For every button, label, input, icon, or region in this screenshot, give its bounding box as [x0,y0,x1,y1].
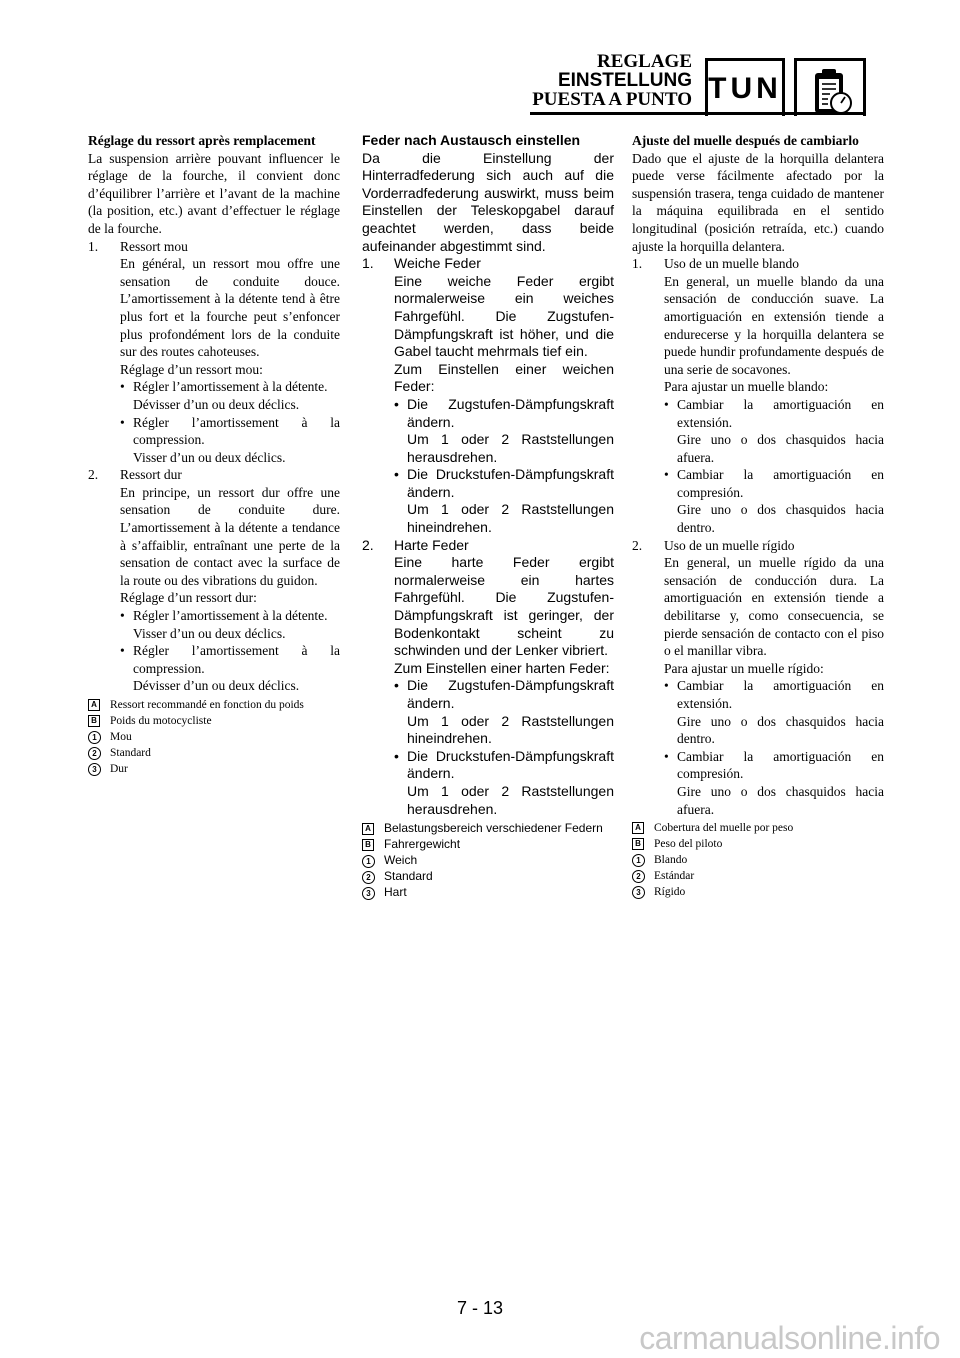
legend-text: Mou [110,731,132,743]
legend-key-circle: 3 [362,887,375,900]
spanish-item-hard [632,537,884,819]
bullet-item [664,466,884,536]
legend-key-circle: 1 [632,854,645,867]
item-heading: Weiche Feder [394,255,481,272]
bullet-item [120,414,340,467]
legend-item [632,852,884,868]
spanish-legend [632,820,884,900]
bullet-item [120,642,340,695]
legend-item [88,697,340,713]
legend-item [632,820,884,836]
item-subheading: Para ajustar un muelle blando: [664,379,829,395]
item-number: 1. [632,256,643,272]
spanish-title: Ajuste del muelle después de cambiarlo [632,133,859,148]
bullet-subtext: Um 1 oder 2 Raststellungen hineindrehen. [407,712,614,747]
german-legend [362,820,614,900]
item-heading: Uso de un muelle rígido [664,537,795,553]
legend-key-square: A [362,823,374,835]
bullet-text: • Régler l’amortissement à la compression. [133,643,340,676]
bullet-text: • Régler l’amortissement à la détente. [133,608,328,624]
item-subheading: Réglage d’un ressort mou: [120,361,263,377]
legend-item [632,884,884,900]
bullet-subtext: Um 1 oder 2 Raststellungen hineindrehen. [407,501,614,536]
bullet-item [394,396,614,466]
french-column [88,132,340,777]
legend-item [88,745,340,761]
bullet-item [664,677,884,747]
bullet-item [394,748,614,818]
legend-key-circle: 2 [632,870,645,883]
item-subheading: Zum Einstellen einer weichen Feder: [394,360,614,395]
french-title: Réglage du ressort après remplacement [88,133,316,148]
legend-key-circle: 2 [88,747,101,760]
bullet-text: • Cambiar la amortiguación en compresión. [677,467,884,500]
item-number: 1. [88,238,99,254]
bullet-subtext: Dévisser d’un ou deux déclics. [133,396,300,412]
legend-key-square: B [88,715,100,727]
bullet-subtext: Gire uno o dos chasquidos hacia afuera. [677,432,884,465]
german-item-hard [362,537,614,819]
legend-key-square: A [88,699,100,711]
legend-item [362,820,614,836]
legend-key-circle: 3 [632,886,645,899]
bullet-text: • Cambiar la amortiguación en extensión. [677,678,884,711]
legend-item [362,836,614,852]
header-title-french: REGLAGE [596,51,692,72]
item-heading: Uso de un muelle blando [664,256,799,272]
bullet-item [120,607,340,642]
watermark: carmanualsonline.info [639,1320,940,1356]
item-number: 1. [362,255,374,272]
legend-text: Ressort recommandé en fonction du poids [110,699,304,711]
legend-text: Rígido [654,886,686,899]
legend-key-square: B [632,838,644,850]
bullet-item [394,677,614,747]
legend-text: Dur [110,763,128,775]
bullet-subtext: Um 1 oder 2 Raststellungen herausdrehen. [407,782,614,817]
bullet-item [120,378,340,413]
german-column [362,132,614,900]
spanish-intro: Dado que el ajuste de la horquilla delantera puede verse fácilmente afectado por la suspensión trasera, tenga cuidado de mantener la máquina equilibrada en el sentido longitudinal (posición retraída, etc.) cuando ajuste la horquilla delantera. [632,150,884,254]
legend-item [632,868,884,884]
legend-text: Estándar [654,870,695,883]
bullet-text: • Cambiar la amortiguación en extensión. [677,396,884,430]
bullet-text: • Die Zugstufen-Dämpfungskraft ändern. [407,395,614,430]
legend-text: Blando [654,854,688,867]
french-item-hard [88,466,340,695]
bullet-subtext: Visser d’un ou deux déclics. [133,449,286,465]
bullet-subtext: Gire uno o dos chasquidos hacia dentro. [677,502,884,536]
header-title-spanish: PUESTA A PUNTO [532,89,692,110]
bullet-subtext: Um 1 oder 2 Raststellungen herausdrehen. [407,431,614,465]
item-number: 2. [362,536,374,553]
section-header-titles [532,52,692,109]
legend-text: Standard [110,747,151,759]
bullet-text: • Cambiar la amortiguación en compresión. [677,748,884,782]
legend-item [88,713,340,729]
item-number: 2. [632,537,643,553]
legend-text: Belastungsbereich verschiedener Federn [384,821,603,836]
header-title-german: EINSTELLUNG [557,70,692,91]
french-intro: La suspension arrière pouvant influencer le réglage de la fourche, il convient donc d’équilibrer l’arrière et l’avant de la machine (la position, etc.) avant d’effectuer le réglage de la fourche. [88,150,340,236]
bullet-item [394,466,614,536]
legend-key-circle: 1 [362,855,375,868]
item-text: En general, un muelle rígido da una sensación de conducción dura. La amortiguación en extensión tiende a debilitarse y, como consecuencia, se pierde sensación de contacto con el piso o el manillar vibra. [664,555,884,659]
french-legend [88,697,340,777]
item-subheading: Réglage d’un ressort dur: [120,590,257,606]
german-intro: Da die Einstellung der Hinterradfederung sich auch auf die Vorderradfederung auswirkt, muss beim Einstellen der Teleskopgabel darauf geachtet werden, dass beide aufeinander abgestimmt sind. [362,149,614,254]
legend-text: Poids du motocycliste [110,715,212,727]
bullet-text: • Régler l’amortissement à la détente. [133,379,328,395]
bullet-text: • Die Druckstufen-Dämpfungskraft ändern. [407,466,614,500]
legend-item [88,729,340,745]
legend-text: Weich [384,853,418,868]
legend-item [362,868,614,884]
bullet-text: • Die Druckstufen-Dämpfungskraft ändern. [407,747,614,782]
legend-key-square: A [632,822,644,834]
bullet-subtext: Gire uno o dos chasquidos hacia dentro. [677,713,884,747]
spanish-item-soft [632,255,884,537]
section-code-box [705,58,785,116]
clipboard-stopwatch-icon [797,61,869,119]
item-subheading: Para ajustar un muelle rígido: [664,660,824,676]
section-code: TUN [708,71,782,105]
legend-key-circle: 3 [88,763,101,776]
section-icon-box [794,58,866,116]
legend-item [362,884,614,900]
page-number: 7 - 13 [456,1298,504,1318]
item-text: En général, un ressort mou offre une sensation de conduite douce. L’amortissement à la détente tend à être plus fort et la fourche peut s’enfoncer plus profondément lors de la conduite sur des routes cahoteuses. [120,256,340,360]
item-heading: Ressort mou [120,238,188,254]
legend-item [88,761,340,777]
legend-text: Cobertura del muelle por peso [654,822,794,835]
legend-item [632,836,884,852]
legend-key-circle: 2 [362,871,375,884]
item-text: En principe, un ressort dur offre une sensation de conduite dure. L’amortissement à la détente a tendance à s’affaiblir, entraînant une perte de la sensation de contact avec la surface de la route ou des vibrations du guidon. [120,484,340,588]
legend-text: Fahrergewicht [384,837,461,852]
bullet-text: • Die Zugstufen-Dämpfungskraft ändern. [407,677,614,711]
legend-item [362,852,614,868]
item-heading: Harte Feder [394,536,469,553]
german-title: Feder nach Austausch einstellen [362,132,581,148]
legend-key-square: B [362,839,374,851]
bullet-text: • Régler l’amortissement à la compression. [133,414,340,448]
spanish-column [632,132,884,900]
bullet-subtext: Gire uno o dos chasquidos hacia afuera. [677,783,884,817]
legend-text: Hart [384,885,407,900]
french-item-soft [88,238,340,467]
item-heading: Ressort dur [120,467,182,483]
legend-key-circle: 1 [88,731,101,744]
bullet-item [664,748,884,818]
bullet-item [664,396,884,466]
bullet-subtext: Dévisser d’un ou deux déclics. [133,678,300,694]
item-text: Eine harte Feder ergibt normalerweise ein hartes Fahrgefühl. Die Zugstufen-Dämpfungskraft ist geringer, der Bodenkontakt scheint zu schwinden und der Lenker vibriert. [394,554,614,659]
bullet-subtext: Visser d’un ou deux déclics. [133,625,286,641]
item-text: Eine weiche Feder ergibt normalerweise ein weiches Fahrgefühl. Die Zugstufen-Dämpfungskraft ist höher, und die Gabel taucht mehrmals tief ein. [394,272,614,360]
item-text: En general, un muelle blando da una sensación de conducción suave. La amortiguación en extensión tiende a endurecerse y la horquilla delantera se puede hundir profundamente después de una serie de socavones. [664,273,884,377]
legend-text: Standard [384,869,433,884]
legend-text: Peso del piloto [654,838,723,851]
item-subheading: Zum Einstellen einer harten Feder: [394,659,610,676]
item-number: 2. [88,467,99,483]
german-item-soft [362,255,614,537]
